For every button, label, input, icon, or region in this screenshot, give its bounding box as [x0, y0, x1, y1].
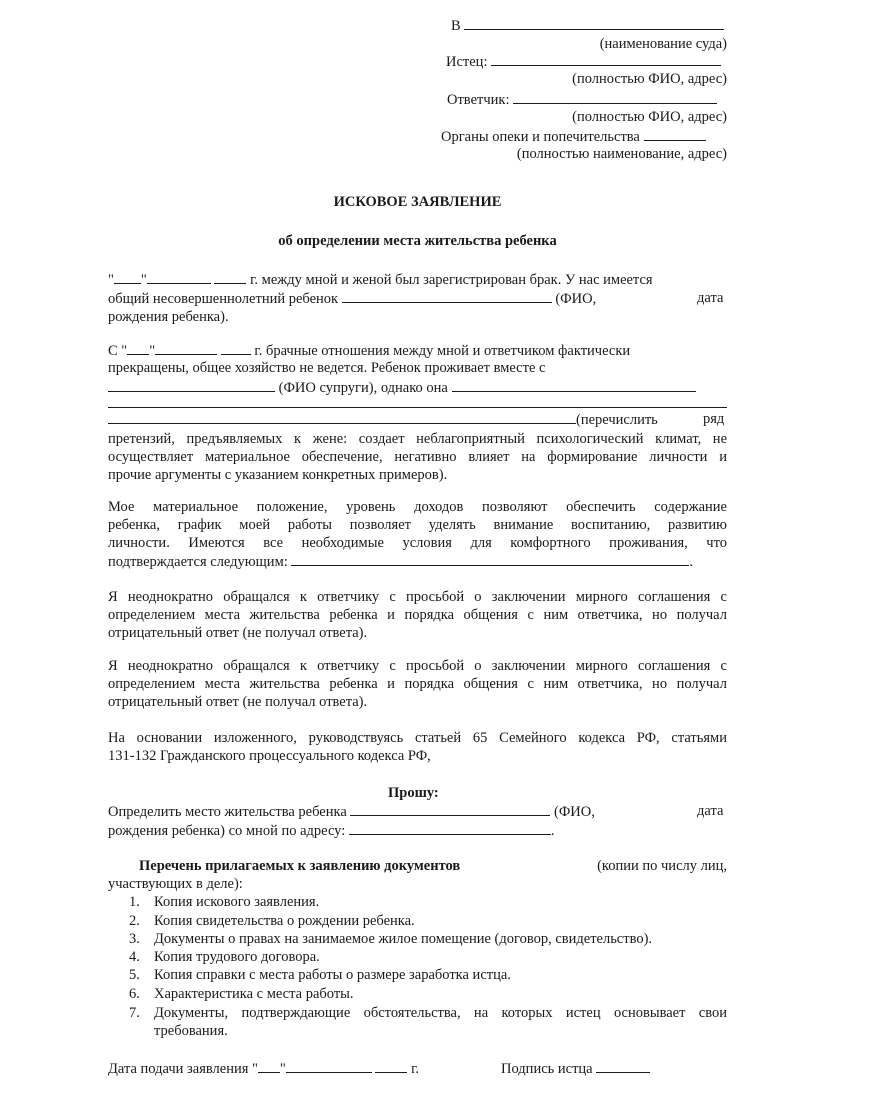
p4-line-1: Я неоднократно обращался к ответчику с просьбой о заключении мирного соглашения с: [108, 589, 727, 605]
p2-line-2: прекращены, общее хозяйство не ведется. Ребенок проживает вместе с: [108, 360, 546, 376]
list-item-text: Характеристика с места работы.: [154, 986, 354, 1002]
p2-prefix: С ": [108, 343, 128, 359]
court-prefix: В: [451, 18, 461, 34]
attachments-heading: [139, 857, 727, 875]
p4-line-3: отрицательный ответ (не получал ответа).: [108, 625, 368, 641]
p3-confirm-blank: [291, 552, 689, 566]
p6-line-2: 131-132 Гражданского процессуального кодекса РФ,: [108, 748, 431, 764]
request-child-blank: [350, 802, 550, 816]
list-item-number: 7.: [129, 1005, 140, 1021]
p2-day-blank: [127, 341, 149, 355]
p2-enumerate: (перечислить: [576, 412, 658, 428]
list-item-text: Копия свидетельства о рождении ребенка.: [154, 913, 415, 929]
request-heading: Прошу:: [388, 785, 439, 801]
request-place-text: Определить место жительства ребенка: [108, 804, 347, 820]
plaintiff-line: [446, 52, 721, 71]
p1-year-blank: [214, 270, 246, 284]
p1-fio: (ФИО,: [555, 291, 597, 307]
p2-she-blank: [452, 378, 696, 392]
list-item-number: 1.: [129, 894, 140, 910]
list-item-7-continuation: требования.: [154, 1023, 228, 1039]
p2-spouse-text: (ФИО супруги), однако она: [278, 380, 448, 396]
p1-text: г. между мной и женой был зарегистрирован брак. У нас имеется: [250, 272, 653, 288]
p2-line-1: [108, 341, 630, 360]
list-item-text: Документы о правах на занимаемое жилое помещение (договор, свидетельство).: [154, 931, 653, 947]
list-item-text: Копия справки с места работы о размере заработка истца.: [154, 967, 511, 983]
p2-line-5: [108, 410, 658, 429]
filing-year-suffix: г.: [411, 1061, 420, 1077]
filing-day-blank: [258, 1059, 280, 1073]
p2-spouse-blank: [108, 378, 275, 392]
p3-confirm-text: подтверждается следующим:: [108, 554, 288, 570]
request-line-2: [108, 821, 555, 840]
document-subtitle: об определении места жительства ребенка: [278, 233, 557, 249]
attachments-heading-bold: Перечень прилагаемых к заявлению документов: [139, 858, 461, 874]
p1-line-3: рождения ребенка).: [108, 309, 229, 325]
request-line-1: [108, 802, 595, 821]
court-hint: (наименование суда): [599, 36, 727, 52]
guardianship-blank: [644, 127, 706, 141]
p3-line-1: Мое материальное положение, уровень доходов позволяют обеспечить содержание: [108, 499, 727, 515]
signature-blank: [596, 1059, 650, 1073]
p5-line-1: Я неоднократно обращался к ответчику с просьбой о заключении мирного соглашения с: [108, 658, 727, 674]
list-item-number: 5.: [129, 967, 140, 983]
p2-year-blank: [221, 341, 251, 355]
request-address-blank: [349, 821, 551, 835]
list-item-text: Копия трудового договора.: [154, 949, 320, 965]
defendant-blank: [513, 90, 717, 104]
plaintiff-blank: [491, 52, 721, 66]
defendant-label: Ответчик:: [447, 92, 510, 108]
p1-child-blank: [342, 289, 552, 303]
p1-quote-open: ": [108, 272, 114, 288]
court-line: [451, 16, 724, 35]
p1-date-word: дата: [697, 290, 724, 306]
p2-line-7: осуществляет материальное обеспечение, негативно влияет на формирование личности и: [108, 449, 727, 465]
p1-quote-close: ": [140, 272, 147, 288]
p1-child-label: общий несовершеннолетний ребенок: [108, 291, 339, 307]
p2-row-word: ряд: [703, 411, 725, 427]
list-item-number: 4.: [129, 949, 140, 965]
request-period: .: [550, 823, 555, 839]
p1-month-blank: [147, 270, 211, 284]
document-title: ИСКОВОЕ ЗАЯВЛЕНИЕ: [333, 194, 502, 210]
guardianship-label: Органы опеки и попечительства: [441, 129, 640, 145]
p2-text: г. брачные отношения между мной и ответчиком фактически: [254, 343, 631, 359]
guardianship-line: [441, 127, 706, 146]
attachments-heading-line-2: участвующих в деле):: [108, 876, 243, 892]
signature-line: [501, 1059, 650, 1078]
p1-line-2: [108, 289, 596, 308]
court-blank: [464, 16, 724, 30]
p2-claims-blank: [108, 410, 576, 424]
signature-label: Подпись истца: [501, 1061, 593, 1077]
defendant-hint: (полностью ФИО, адрес): [572, 109, 727, 125]
p3-line-4: подтверждается следующим: .: [108, 554, 694, 570]
p1-day-blank: [114, 270, 141, 284]
p3-line-3: личности. Имеются все необходимые условия для комфортного проживания, что: [108, 535, 727, 551]
p2-month-blank: [155, 341, 217, 355]
request-address-text: рождения ребенка) со мной по адресу:: [108, 823, 346, 839]
p5-line-3: отрицательный ответ (не получал ответа).: [108, 694, 368, 710]
list-item-number: 6.: [129, 986, 140, 1002]
p4-line-2: определением места жительства ребенка и порядка общения с ним ответчика, но получал: [108, 607, 727, 623]
list-item-text: Копия искового заявления.: [154, 894, 320, 910]
list-item-text: Документы, подтверждающие обстоятельства, на которых истец основывает свои: [154, 1005, 727, 1021]
filing-date-label: Дата подачи заявления ": [108, 1061, 258, 1077]
p2-line-6: претензий, предъявляемых к жене: создает неблагоприятный психологический климат, не: [108, 431, 727, 447]
guardianship-hint: (полностью наименование, адрес): [516, 146, 727, 162]
list-item-number: 3.: [129, 931, 140, 947]
request-fio: (ФИО,: [554, 804, 595, 820]
p1-line-1: [108, 270, 653, 289]
filing-month-blank: [286, 1059, 372, 1073]
list-item-number: 2.: [129, 913, 140, 929]
attachments-heading-rest: (копии по числу лиц,: [597, 858, 727, 874]
p5-line-2: определением места жительства ребенка и порядка общения с ним ответчика, но получал: [108, 676, 727, 692]
filing-quote-close: ": [279, 1061, 286, 1077]
plaintiff-hint: (полностью ФИО, адрес): [572, 71, 727, 87]
p3-line-2: ребенка, график моей работы позволяет уделять внимание воспитанию, развитию: [108, 517, 727, 533]
defendant-line: [447, 90, 717, 109]
p6-line-1: На основании изложенного, руководствуясь статьей 65 Семейного кодекса РФ, статьями: [108, 730, 727, 746]
filing-year-blank: [375, 1059, 407, 1073]
p2-full-blank: [108, 394, 727, 408]
plaintiff-label: Истец:: [446, 54, 488, 70]
p2-quote-close: ": [149, 343, 156, 359]
filing-date-line: [108, 1059, 419, 1078]
request-date-word: дата: [697, 803, 724, 819]
p2-line-8: прочие аргументы с указанием конкретных примеров).: [108, 467, 448, 483]
